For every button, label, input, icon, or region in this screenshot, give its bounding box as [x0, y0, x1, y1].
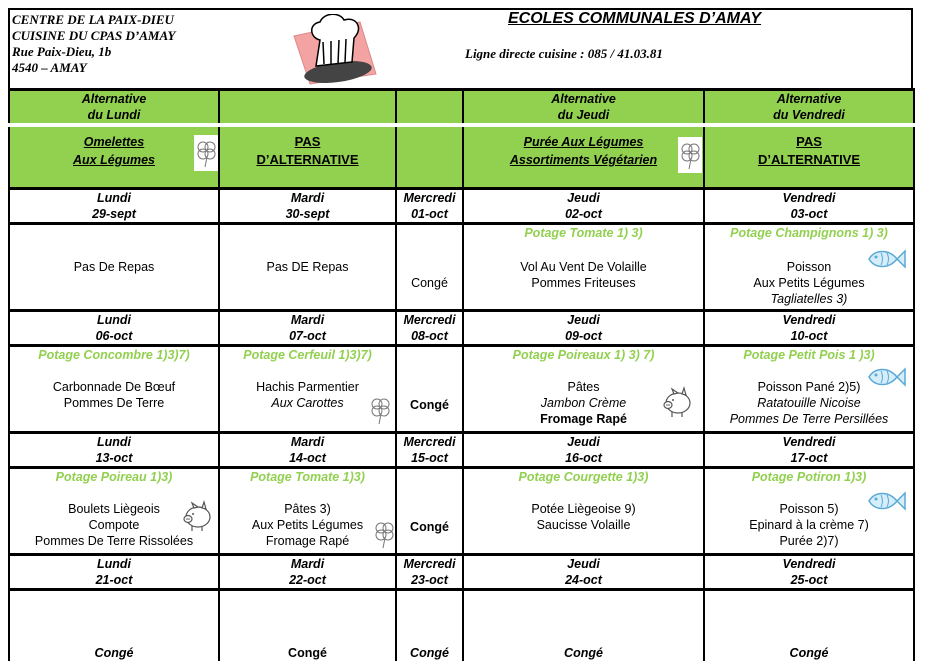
day-cell: Jeudi 02-oct: [463, 189, 704, 224]
meal-row: [9, 468, 914, 555]
menu-table: [8, 88, 915, 661]
day-header-row: [9, 311, 914, 346]
address-line: 4540 – AMAY: [12, 60, 175, 76]
day-header-row: [9, 189, 914, 224]
document-title: ECOLES COMMUNALES D’AMAY: [508, 10, 761, 28]
meal-cell: Congé: [396, 468, 463, 555]
meal-cell: Potage Tomate 1)3) Pâtes 3) Aux Petits Légumes Fromage Rapé: [219, 468, 396, 555]
alt-vendredi: PAS D’ALTERNATIVE: [704, 125, 914, 189]
fish-icon: [865, 245, 907, 273]
day-cell: Mardi 30-sept: [219, 189, 396, 224]
meal-cell: Potage Concombre 1)3)7) Carbonnade De Bœuf Pommes De Terre: [9, 346, 219, 433]
kitchen-address: [12, 12, 175, 76]
day-cell: Jeudi 24-oct: [463, 555, 704, 590]
day-cell: Vendredi 25-oct: [704, 555, 914, 590]
alt-header-mercredi: [396, 90, 463, 126]
address-line: CENTRE DE LA PAIX-DIEU: [12, 12, 175, 28]
alt-lundi: Omelettes Aux Légumes: [9, 125, 219, 189]
meal-cell: Congé: [9, 590, 219, 661]
day-cell: Vendredi 17-oct: [704, 433, 914, 468]
fish-icon: [865, 363, 907, 391]
meal-cell: Congé: [704, 590, 914, 661]
alternatives-header-row: [9, 90, 914, 126]
alternatives-row: [9, 125, 914, 189]
day-header-row: [9, 555, 914, 590]
day-cell: Vendredi 03-oct: [704, 189, 914, 224]
alt-header-vendredi: Alternative du Vendredi: [704, 90, 914, 126]
meal-cell: Congé: [463, 590, 704, 661]
meal-cell: Potage Petit Pois 1 )3) Poisson Pané 2)5) Ratatouille Nicoise Pommes De Terre Persillées: [704, 346, 914, 433]
document-header: [8, 8, 913, 90]
day-cell: Lundi 13-oct: [9, 433, 219, 468]
meal-cell: Potage Champignons 1) 3) Poisson Aux Petits Légumes Tagliatelles 3): [704, 224, 914, 311]
address-line: CUISINE DU CPAS D’AMAY: [12, 28, 175, 44]
day-header-row: [9, 433, 914, 468]
alt-header-mardi: [219, 90, 396, 126]
day-cell: Mardi 22-oct: [219, 555, 396, 590]
meal-cell: Potage Courgette 1)3) Potée Liègeoise 9) Saucisse Volaille: [463, 468, 704, 555]
meal-row: [9, 224, 914, 311]
alt-mardi: PAS D’ALTERNATIVE: [219, 125, 396, 189]
day-cell: Mercredi 23-oct: [396, 555, 463, 590]
meal-row: [9, 346, 914, 433]
meal-row: [9, 590, 914, 661]
day-cell: Lundi 06-oct: [9, 311, 219, 346]
address-line: Rue Paix-Dieu, 1b: [12, 44, 175, 60]
day-cell: Lundi 29-sept: [9, 189, 219, 224]
clover-icon: [372, 517, 396, 551]
meal-cell: Congé: [396, 590, 463, 661]
meal-cell: Potage Cerfeuil 1)3)7) Hachis Parmentier Aux Carottes: [219, 346, 396, 433]
day-cell: Mardi 07-oct: [219, 311, 396, 346]
meal-cell: Potage Poireau 1)3) Boulets Liègeois Compote Pommes De Terre Rissolées: [9, 468, 219, 555]
meal-cell: Congé: [219, 590, 396, 661]
day-cell: Jeudi 16-oct: [463, 433, 704, 468]
fish-icon: [865, 487, 907, 515]
meal-cell: Potage Poireaux 1) 3) 7) Pâtes Jambon Crème Fromage Rapé: [463, 346, 704, 433]
meal-cell: Congé: [396, 224, 463, 311]
meal-cell: Potage Tomate 1) 3) Vol Au Vent De Volaille Pommes Friteuses: [463, 224, 704, 311]
meal-cell: Congé: [396, 346, 463, 433]
meal-cell: Pas De Repas: [9, 224, 219, 311]
day-cell: Mardi 14-oct: [219, 433, 396, 468]
clover-icon: [194, 135, 218, 171]
meal-cell: Potage Potiron 1)3) Poisson 5) Epinard à la crème 7) Purée 2)7): [704, 468, 914, 555]
kitchen-phone: Ligne directe cuisine : 085 / 41.03.81: [465, 46, 663, 62]
day-cell: Mercredi 01-oct: [396, 189, 463, 224]
alt-jeudi: Purée Aux Légumes Assortiments Végétarien: [463, 125, 704, 189]
day-cell: Mercredi 08-oct: [396, 311, 463, 346]
pig-icon: [180, 499, 214, 533]
alt-header-jeudi: Alternative du Jeudi: [463, 90, 704, 126]
day-cell: Mercredi 15-oct: [396, 433, 463, 468]
day-cell: Jeudi 09-oct: [463, 311, 704, 346]
clover-icon: [678, 137, 702, 173]
clover-icon: [368, 393, 392, 427]
chef-hat-logo-icon: [290, 14, 380, 86]
alt-mercredi: [396, 125, 463, 189]
day-cell: Vendredi 10-oct: [704, 311, 914, 346]
day-cell: Lundi 21-oct: [9, 555, 219, 590]
alt-header-lundi: Alternative du Lundi: [9, 90, 219, 126]
pig-icon: [660, 385, 694, 419]
meal-cell: Pas DE Repas: [219, 224, 396, 311]
